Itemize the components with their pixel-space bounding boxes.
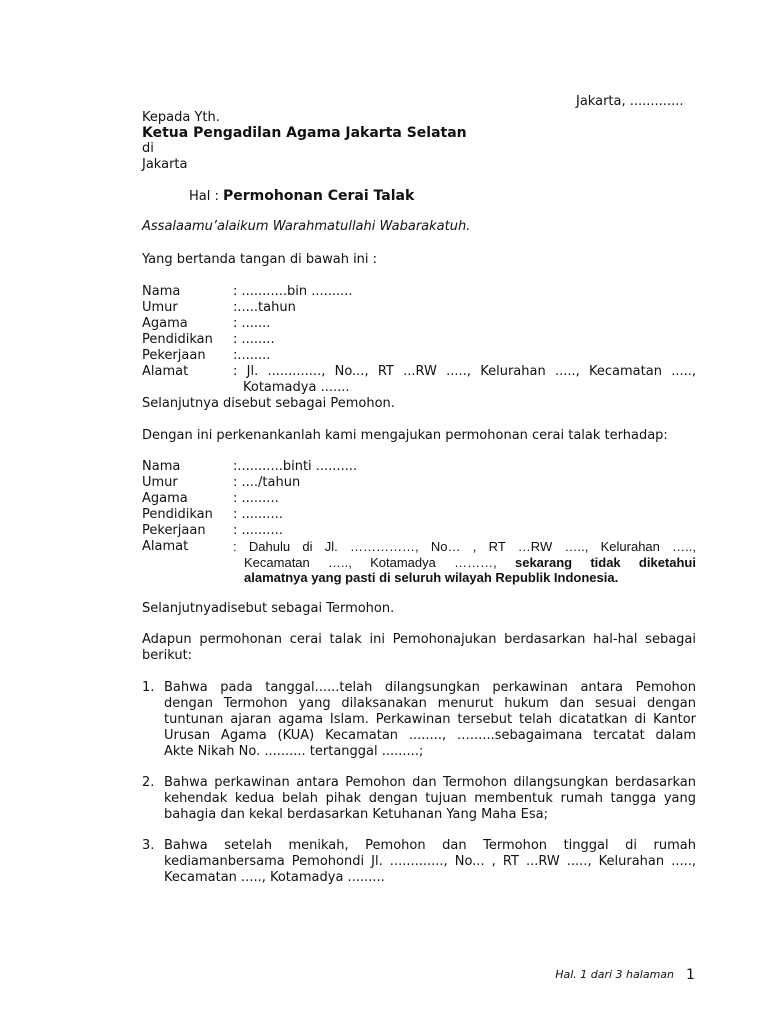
point-line: dengan Termohon yang dilaksanakan menurut hukum dan sesuai dengan: [164, 696, 696, 711]
field-label: Pekerjaan: [142, 523, 206, 538]
termohon-closing: Selanjutnyadisebut sebagai Termohon.: [142, 601, 395, 616]
point-line: Akte Nikah No. .......... tertanggal .........;: [164, 744, 424, 759]
field-value: :........: [233, 348, 271, 363]
point-line: Bahwa perkawinan antara Pemohon dan Termohon dilangsungkan berdasarkan: [164, 775, 696, 790]
greeting: Assalaamu’alaikum Warahmatullahi Wabarakatuh.: [142, 219, 471, 234]
point-number: 2.: [142, 775, 155, 790]
field-value: :.....tahun: [233, 300, 296, 315]
field-label: Pendidikan: [142, 507, 213, 522]
pemohon-closing: Selanjutnya disebut sebagai Pemohon.: [142, 396, 395, 411]
field-value: : .........: [233, 491, 279, 506]
termohon-alamat-line2-a: Kecamatan ….., Kotamadya ………,: [244, 555, 497, 570]
field-label: Agama: [142, 491, 188, 506]
field-value: : .......: [233, 316, 271, 331]
to-line: Kepada Yth.: [142, 110, 220, 125]
field-value: : ........: [233, 332, 275, 347]
pemohon-alamat-line1: : Jl. ............., No..., RT ...RW ....., Kelurahan ....., Kecamatan .....,: [233, 364, 696, 379]
field-value: : ..........: [233, 523, 283, 538]
field-label: Pekerjaan: [142, 348, 206, 363]
subject-line: [189, 188, 414, 205]
transition: Dengan ini perkenankanlah kami mengajukan permohonan cerai talak terhadap:: [142, 428, 668, 443]
subject-label: Hal :: [189, 189, 223, 204]
field-value: : ..........: [233, 507, 283, 522]
field-label: Pendidikan: [142, 332, 213, 347]
point-line: Bahwa setelah menikah, Pemohon dan Termohon tinggal di rumah: [164, 838, 696, 853]
field-label: Umur: [142, 475, 178, 490]
point-line: kehendak kedua belah pihak dengan tujuan membentuk rumah tangga yang: [164, 791, 696, 806]
basis-line1: Adapun permohonan cerai talak ini Pemohonajukan berdasarkan hal-hal sebagai: [142, 632, 696, 647]
field-label: Alamat: [142, 364, 189, 379]
recipient-city: Jakarta: [142, 157, 188, 172]
point-line: bahagia dan kekal berdasarkan Ketuhanan Yang Maha Esa;: [164, 807, 548, 822]
field-label: Nama: [142, 459, 181, 474]
point-line: kediamanbersama Pemohondi Jl. ............., No... , RT ...RW ....., Kelurahan .....,: [164, 854, 696, 869]
field-value: : ...........bin ..........: [233, 284, 353, 299]
field-label: Umur: [142, 300, 178, 315]
footer-page-text: Hal. 1 dari 3 halaman: [555, 968, 674, 981]
termohon-alamat-line2-b: sekarang tidak diketahui: [514, 555, 696, 570]
intro: Yang bertanda tangan di bawah ini :: [142, 252, 378, 267]
field-label: Alamat: [142, 539, 189, 554]
place-date: Jakarta, .............: [576, 94, 684, 109]
point-line: Kecamatan ....., Kotamadya .........: [164, 870, 385, 885]
basis-line2: berikut:: [142, 648, 193, 663]
termohon-alamat-line3: alamatnya yang pasti di seluruh wilayah Republik Indonesia.: [244, 570, 619, 585]
field-label: Nama: [142, 284, 181, 299]
point-number: 3.: [142, 838, 155, 853]
subject-title: Permohonan Cerai Talak: [223, 188, 415, 204]
field-label: Agama: [142, 316, 188, 331]
pemohon-alamat-line2: Kotamadya .......: [243, 380, 350, 395]
field-value: :...........binti ..........: [233, 459, 358, 474]
point-line: Urusan Agama (KUA) Kecamatan ........, …......sebagaimana tercatat dalam: [164, 728, 696, 743]
point-line: Bahwa pada tanggal......telah dilangsungkan perkawinan antara Pemohon: [164, 680, 696, 695]
termohon-alamat-line1: : Dahulu di Jl. ……………, No… , RT …RW ….., Kelurahan …..,: [233, 539, 696, 554]
field-value: : ..../tahun: [233, 475, 301, 490]
point-number: 1.: [142, 680, 155, 695]
point-line: tuntunan ajaran agama Islam. Perkawinan tersebut telah dicatatkan di Kantor: [164, 712, 696, 727]
termohon-alamat-line2: [244, 555, 696, 571]
recipient: Ketua Pengadilan Agama Jakarta Selatan: [142, 125, 467, 141]
recipient-di: di: [142, 141, 154, 156]
footer-page-number: 1: [686, 967, 695, 983]
